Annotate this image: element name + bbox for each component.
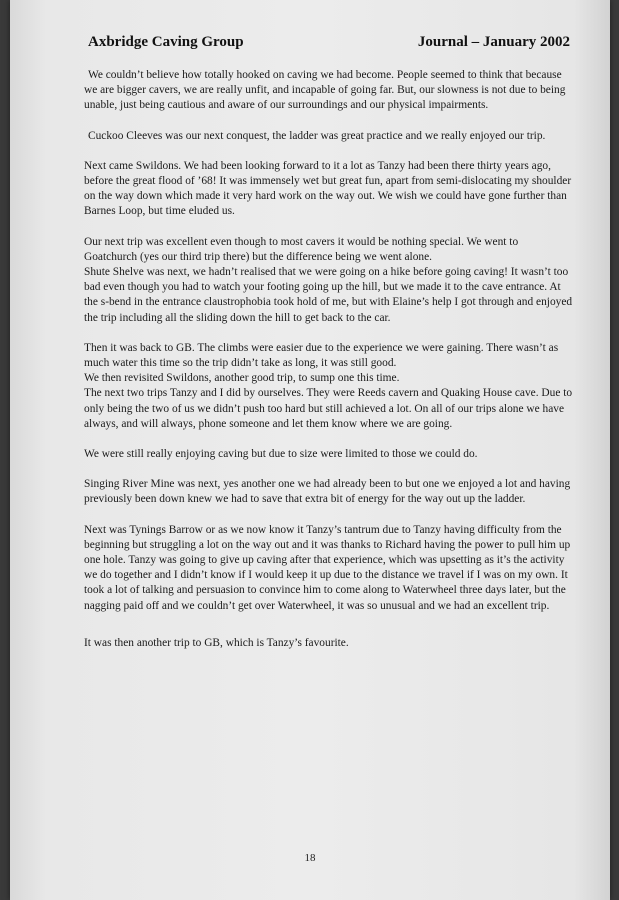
- paragraph-swildons-revisit: We then revisited Swildons, another good trip, to sump one this time.: [84, 372, 400, 385]
- paragraph-swildons: Next came Swildons. We had been looking forward to it a lot as Tanzy had been there thirty years ago, before the great flood of ’68! It was immensely wet but great fun, apart from semi-dislocating my shoulder on the way down which made it very hard work on the way out. We wish we could have gone further than Barnes Loop, but time eluded us.: [84, 159, 572, 218]
- page-number: 18: [304, 852, 316, 864]
- paragraph-reeds-quaking: The next two trips Tanzy and I did by ourselves. They were Reeds cavern and Quaking House cave. Due to only being the two of us we didn’t push too hard but still achieved a lot. On all of our trips alone we have always, and will always, phone someone and let them know where we are going.: [84, 387, 573, 430]
- page-header: [88, 34, 570, 51]
- paragraph-size-limits: We were still really enjoying caving but due to size were limited to those we could do.: [84, 448, 478, 461]
- group-name: Axbridge Caving Group: [88, 34, 244, 50]
- paragraph-intro: We couldn’t believe how totally hooked on caving we had become. People seemed to think that because we are bigger cavers, we are really unfit, and incapable of going far. But, our slowness is not due to being unable, just being cautious and aware of our surroundings and our physical impairments.: [84, 69, 566, 112]
- journal-date: Journal – January 2002: [417, 34, 570, 50]
- paragraph-goatchurch: Our next trip was excellent even though to most cavers it would be nothing special. We went to Goatchurch (yes our third trip there) but the difference being we went alone.: [84, 235, 519, 263]
- paragraph-singing-river: Singing River Mine was next, yes another one we had already been to but one we enjoyed a lot and having previously been down knew we had to save that extra bit of energy for the way out up the ladder.: [84, 478, 571, 506]
- paragraph-cuckoo-cleeves: Cuckoo Cleeves was our next conquest, the ladder was great practice and we really enjoyed our trip.: [88, 129, 546, 142]
- paragraph-gb: Then it was back to GB. The climbs were easier due to the experience we were gaining. There wasn’t as much water this time so the trip didn’t take as long, it was still good.: [84, 341, 559, 370]
- paragraph-tynings-barrow: Next was Tynings Barrow or as we now know it Tanzy’s tantrum due to Tanzy having difficulty from the beginning but struggling a lot on the way out and it was thanks to Richard having the power to pull him up one hole. Tanzy was going to give up caving after that experience, which was upsetting as it’s the activity we do together and I didn’t know if I would keep it up due to the distance we travel if I was on my own. It took a lot of talking and persuasion to convince him to come along to Waterwheel three days later, but the nagging paid off and we couldn’t get over Waterwheel, it was so unusual and we had an excellent trip.: [84, 523, 571, 612]
- paragraph-shute-shelve: Shute Shelve was next, we hadn’t realised that we were going on a hike before going caving! It wasn’t too bad even though you had to watch your footing going up the hill, but we made it to the cave entrance. At the s-bend in the entrance claustrophobia took hold of me, but with Elaine’s help I got through and enjoyed the trip including all the sliding down the hill to get back to the car.: [84, 266, 573, 324]
- article-body: [84, 68, 574, 666]
- journal-page: [10, 0, 610, 900]
- paragraph-gb-favourite: It was then another trip to GB, which is Tanzy’s favourite.: [84, 636, 349, 649]
